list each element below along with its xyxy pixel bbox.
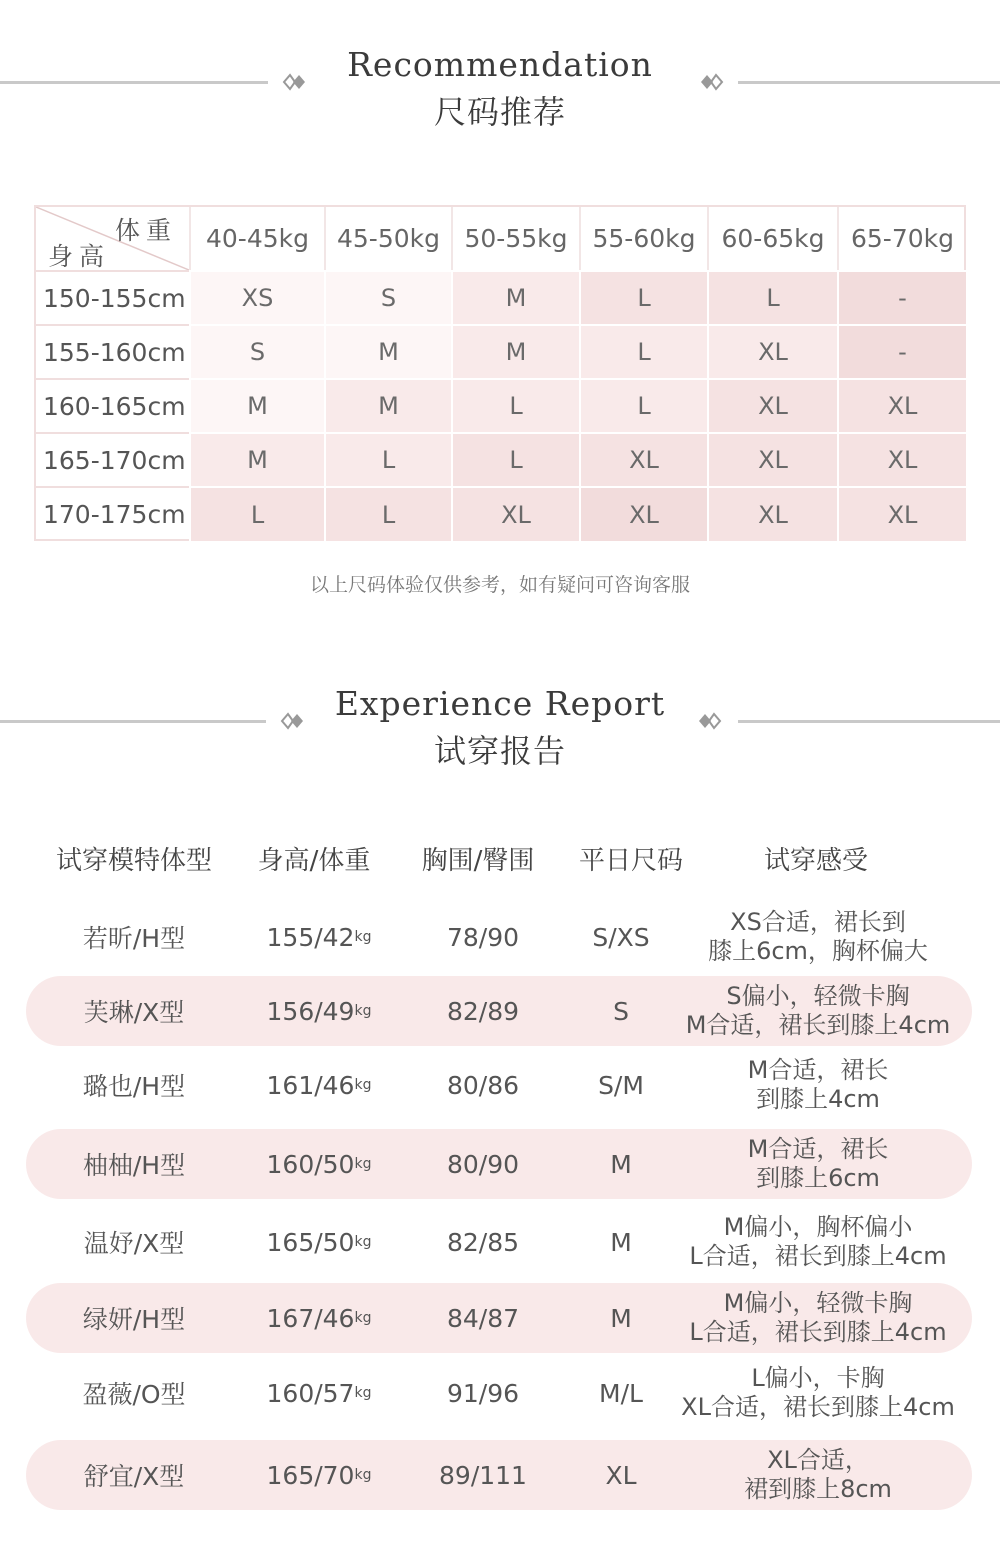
divider-line-right [738, 720, 1000, 723]
height-weight-cell [234, 1207, 404, 1277]
size-cell: M [324, 378, 451, 432]
usual-size-cell: S/M [598, 1070, 644, 1100]
report-row [26, 1207, 972, 1277]
report-header [0, 684, 1000, 794]
height-row-label: 170-175cm [36, 486, 189, 541]
report-row [26, 976, 972, 1046]
table-corner-cell [36, 207, 189, 270]
usual-size-cell: M [610, 1227, 632, 1257]
height-row-label: 155-160cm [36, 324, 189, 378]
height-row-label: 165-170cm [36, 432, 189, 486]
weight-unit: kg [354, 1310, 372, 1326]
feedback-cell: M偏小，胸杯偏小 L合适，裙长到膝上4cm [689, 1213, 947, 1270]
section-title-cn: 试穿报告 [433, 732, 566, 770]
weight-header: 60-65kg [707, 207, 837, 270]
height-weight-cell [234, 976, 404, 1046]
bust-hip-cell: 91/96 [446, 1378, 520, 1408]
corner-label-weight: 体重 [114, 216, 177, 245]
size-cell: L [451, 432, 579, 486]
size-cell: XL [707, 324, 837, 378]
corner-label-height: 身高 [48, 242, 111, 271]
size-cell: XL [837, 432, 966, 486]
model-cell: 若昕/H型 [82, 924, 186, 953]
report-header-usual-size: 平日尺码 [578, 846, 683, 876]
bust-hip-cell: 80/90 [446, 1149, 520, 1179]
model-cell: 芙琳/X型 [83, 998, 185, 1027]
size-cell: - [837, 270, 966, 324]
feedback-cell: XS合适，裙长到 膝上6cm，胸杯偏大 [708, 908, 928, 965]
size-cell: L [324, 486, 451, 541]
size-cell: - [837, 324, 966, 378]
size-cell: S [324, 270, 451, 324]
weight-header: 45-50kg [324, 207, 451, 270]
report-header-bust-hip: 胸围/臀围 [421, 846, 535, 876]
height-weight-value: 160/50 [266, 1149, 355, 1179]
height-weight-value: 160/57 [266, 1378, 355, 1408]
report-row [26, 1129, 972, 1199]
report-header-height-weight: 身高/体重 [257, 846, 371, 876]
section-title-cn: 尺码推荐 [433, 93, 566, 131]
weight-header: 40-45kg [189, 207, 324, 270]
size-cell: XL [707, 432, 837, 486]
weight-unit: kg [354, 1156, 372, 1172]
size-cell: M [189, 432, 324, 486]
report-row [26, 902, 972, 972]
bust-hip-cell: 82/89 [446, 996, 520, 1026]
size-note: 以上尺码体验仅供参考，如有疑问可咨询客服 [309, 574, 690, 596]
report-row [26, 1283, 972, 1353]
weight-unit: kg [354, 1385, 372, 1401]
size-cell: L [451, 378, 579, 432]
height-row-label: 160-165cm [36, 378, 189, 432]
usual-size-cell: M [610, 1149, 632, 1179]
recommendation-header [0, 45, 1000, 155]
height-weight-value: 155/42 [266, 922, 355, 952]
weight-unit: kg [354, 1234, 372, 1250]
feedback-cell: M合适，裙长 到膝上6cm [747, 1135, 889, 1192]
size-cell: XL [837, 486, 966, 541]
size-cell: L [579, 378, 707, 432]
weight-unit: kg [354, 1077, 372, 1093]
height-weight-cell [234, 1129, 404, 1199]
size-cell: XL [707, 378, 837, 432]
feedback-cell: XL合适， 裙到膝上8cm [744, 1446, 892, 1503]
height-row-label: 150-155cm [36, 270, 189, 324]
bust-hip-cell: 82/85 [446, 1227, 520, 1257]
bust-hip-cell: 78/90 [446, 922, 520, 952]
weight-unit: kg [354, 1467, 372, 1483]
height-weight-cell [234, 1440, 404, 1510]
usual-size-cell: S/XS [592, 922, 650, 952]
diamond-ornament-icon [698, 70, 724, 94]
height-weight-value: 165/70 [266, 1460, 355, 1490]
height-weight-value: 161/46 [266, 1070, 355, 1100]
usual-size-cell: M [610, 1303, 632, 1333]
weight-unit: kg [354, 1003, 372, 1019]
size-cell: XL [707, 486, 837, 541]
feedback-cell: L偏小，卡胸 XL合适，裙长到膝上4cm [681, 1364, 955, 1421]
model-cell: 舒宜/X型 [83, 1462, 185, 1491]
report-row [26, 1358, 972, 1428]
report-header-feedback: 试穿感受 [763, 846, 868, 876]
feedback-cell: S偏小，轻微卡胸 M合适，裙长到膝上4cm [685, 982, 951, 1039]
height-weight-value: 165/50 [266, 1227, 355, 1257]
height-weight-cell [234, 1050, 404, 1120]
weight-unit: kg [354, 929, 372, 945]
weight-header: 65-70kg [837, 207, 966, 270]
bust-hip-cell: 89/111 [439, 1460, 527, 1490]
size-cell: XL [451, 486, 579, 541]
divider-line-right [738, 81, 1000, 84]
section-title-en: Recommendation [347, 45, 653, 84]
report-row [26, 1050, 972, 1120]
bust-hip-cell: 80/86 [446, 1070, 520, 1100]
size-chart-table [34, 205, 966, 541]
model-cell: 绿妍/H型 [82, 1305, 186, 1334]
size-cell: M [451, 324, 579, 378]
height-weight-cell [234, 1358, 404, 1428]
size-cell: S [189, 324, 324, 378]
size-cell: M [189, 378, 324, 432]
model-cell: 柚柚/H型 [82, 1151, 186, 1180]
size-cell: L [189, 486, 324, 541]
size-cell: L [579, 324, 707, 378]
height-weight-cell [234, 1283, 404, 1353]
size-cell: M [324, 324, 451, 378]
size-cell: L [324, 432, 451, 486]
size-cell: M [451, 270, 579, 324]
size-cell: L [579, 270, 707, 324]
usual-size-cell: S [613, 996, 629, 1026]
weight-header: 50-55kg [451, 207, 579, 270]
bust-hip-cell: 84/87 [446, 1303, 520, 1333]
report-row [26, 1440, 972, 1510]
diamond-ornament-icon [696, 709, 722, 733]
model-cell: 温妤/X型 [83, 1229, 185, 1258]
feedback-cell: M偏小，轻微卡胸 L合适，裙长到膝上4cm [689, 1289, 947, 1346]
section-title-en: Experience Report [334, 684, 666, 723]
usual-size-cell: XL [605, 1460, 637, 1490]
feedback-cell: M合适，裙长 到膝上4cm [747, 1056, 889, 1113]
size-cell: XS [189, 270, 324, 324]
size-cell: XL [579, 486, 707, 541]
height-weight-value: 167/46 [266, 1303, 355, 1333]
usual-size-cell: M/L [599, 1378, 643, 1408]
size-cell: L [707, 270, 837, 324]
model-cell: 璐也/H型 [82, 1072, 186, 1101]
size-cell: XL [837, 378, 966, 432]
report-header-model: 试穿模特体型 [55, 846, 212, 876]
model-cell: 盈薇/O型 [82, 1380, 186, 1409]
height-weight-cell [234, 902, 404, 972]
height-weight-value: 156/49 [266, 996, 355, 1026]
size-cell: XL [579, 432, 707, 486]
weight-header: 55-60kg [579, 207, 707, 270]
